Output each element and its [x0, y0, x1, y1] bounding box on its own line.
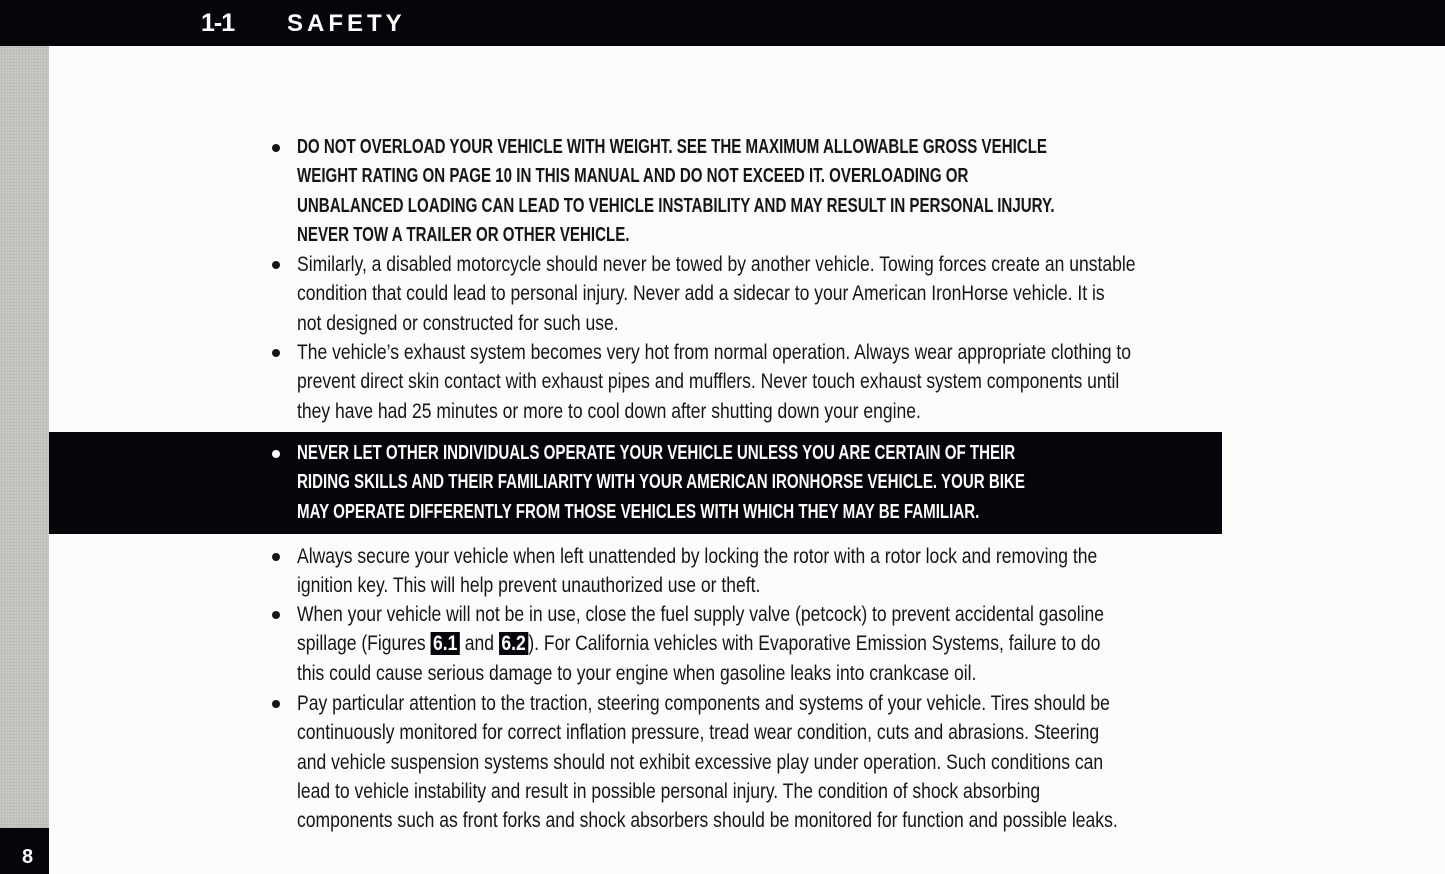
page-number: 8 [22, 846, 34, 868]
bullet-text-line: DO NOT OVERLOAD YOUR VEHICLE WITH WEIGHT. SEE THE MAXIMUM ALLOWABLE GROSS VEHICLE [297, 136, 1047, 158]
side-margin-strip [0, 46, 49, 846]
bullet-icon [272, 349, 280, 357]
bullet-text-line: prevent direct skin contact with exhaust pipes and mufflers. Never touch exhaust system components until [297, 370, 1120, 394]
figure-reference-badge: 6.1 [431, 632, 460, 655]
bullet-icon [272, 553, 280, 561]
bullet-text-line: MAY OPERATE DIFFERENTLY FROM THOSE VEHICLES WITH WHICH THEY MAY BE FAMILIAR. [297, 500, 980, 523]
bullet-text-line: NEVER LET OTHER INDIVIDUALS OPERATE YOUR VEHICLE UNLESS YOU ARE CERTAIN OF THEIR [297, 442, 1016, 464]
bullet-text-line: this could cause serious damage to your engine when gasoline leaks into crankcase oil. [297, 661, 977, 685]
bullet-text-line: Similarly, a disabled motorcycle should never be towed by another vehicle. Towing forces create an unstable [297, 253, 1136, 276]
bullet-text-line: Always secure your vehicle when left unattended by locking the rotor with a rotor lock and removing the [297, 545, 1098, 568]
bullet-text-line: lead to vehicle instability and result in possible personal injury. The condition of shock absorbing [297, 779, 1041, 803]
bullet-text-line: not designed or constructed for such use. [297, 311, 619, 335]
bullet-icon [272, 450, 280, 458]
text-segment: spillage (Figures [297, 632, 431, 656]
text-segment: and [459, 632, 499, 656]
bullet-text-line: WEIGHT RATING ON PAGE 10 IN THIS MANUAL AND DO NOT EXCEED IT. OVERLOADING OR [297, 165, 969, 188]
bullet-icon [272, 700, 280, 708]
section-number: 1-1 [201, 9, 235, 37]
bullet-text-line: Pay particular attention to the traction, steering components and systems of your vehicle. Tires should be [297, 692, 1110, 715]
section-title: SAFETY [287, 10, 406, 37]
bullet-text-line: continuously monitored for correct inflation pressure, tread wear condition, cuts and abrasions. Steering [297, 721, 1100, 745]
bullet-text-line: When your vehicle will not be in use, close the fuel supply valve (petcock) to prevent accidental gasoline [297, 603, 1105, 626]
bullet-icon [272, 261, 280, 269]
bullet-text-line: NEVER TOW A TRAILER OR OTHER VEHICLE. [297, 223, 630, 246]
figure-reference-badge: 6.2 [499, 632, 528, 655]
bullet-icon [272, 611, 280, 619]
bullet-text-line: they have had 25 minutes or more to cool down after shutting down your engine. [297, 399, 921, 423]
text-segment: ). For California vehicles with Evaporative Emission Systems, failure to do [528, 632, 1101, 656]
bullet-icon [272, 144, 280, 152]
bullet-text-line: and vehicle suspension systems should not exhibit excessive play under operation. Such conditions can [297, 750, 1104, 774]
bullet-text-line: ignition key. This will help prevent unauthorized use or theft. [297, 574, 761, 598]
bullet-text-line: components such as front forks and shock absorbers should be monitored for function and possible leaks. [297, 809, 1118, 833]
bullet-text-line: RIDING SKILLS AND THEIR FAMILIARITY WITH YOUR AMERICAN IRONHORSE VEHICLE. YOUR BIKE [297, 471, 1025, 494]
bullet-text-line [297, 629, 1100, 658]
bullet-text-line: UNBALANCED LOADING CAN LEAD TO VEHICLE INSTABILITY AND MAY RESULT IN PERSONAL INJURY. [297, 194, 1055, 217]
bullet-text-line: The vehicle’s exhaust system becomes very hot from normal operation. Always wear appropriate clothing to [297, 341, 1131, 364]
bullet-text-line: condition that could lead to personal injury. Never add a sidecar to your American IronHorse vehicle. It is [297, 282, 1105, 306]
